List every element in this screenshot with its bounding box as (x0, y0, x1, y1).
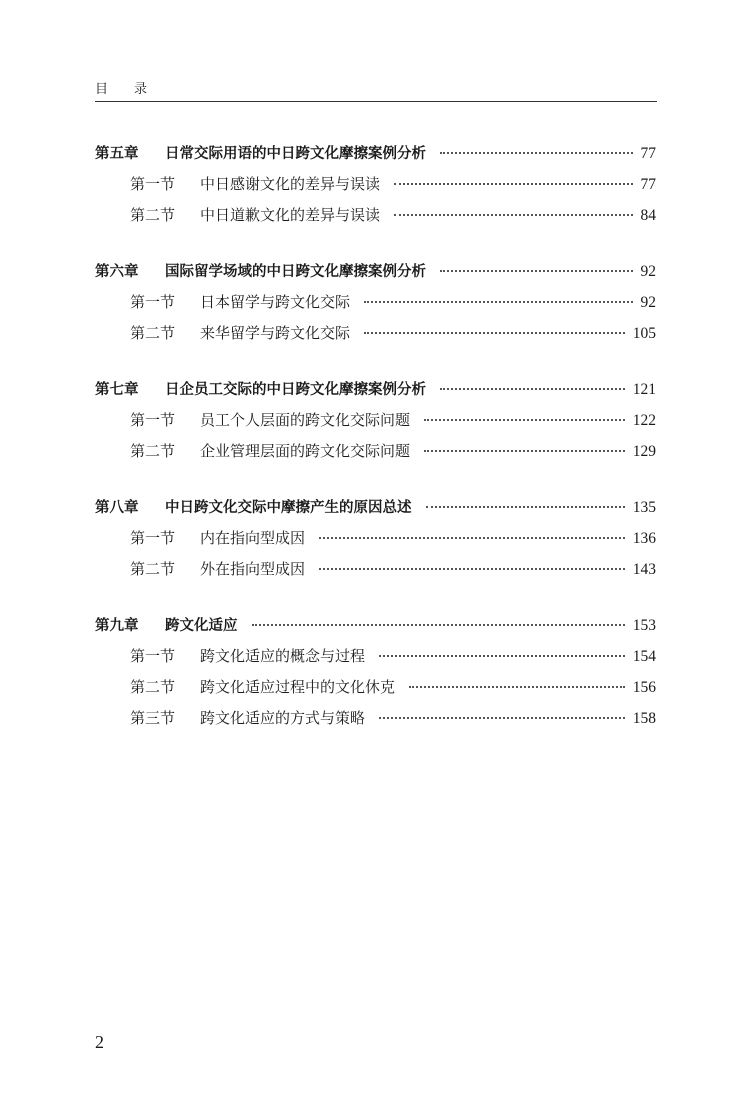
toc-chapter-entry[interactable] (95, 492, 656, 523)
toc-section-entry[interactable] (95, 318, 656, 349)
dot-leader (319, 537, 625, 539)
toc-chapter (95, 492, 656, 585)
section-page: 129 (632, 443, 656, 460)
toc-chapter-entry[interactable] (95, 374, 656, 405)
chapter-title: 国际留学场域的中日跨文化摩擦案例分析 (165, 264, 426, 280)
section-title: 中日感谢文化的差异与误读 (200, 175, 381, 193)
toc-section-entry[interactable] (95, 554, 656, 585)
section-title: 员工个人层面的跨文化交际问题 (200, 411, 411, 429)
section-page: 122 (632, 412, 656, 429)
chapter-label: 第八章 (95, 500, 139, 516)
section-page: 154 (632, 648, 656, 665)
chapter-title: 日常交际用语的中日跨文化摩擦案例分析 (165, 146, 426, 162)
section-label: 第一节 (130, 175, 176, 193)
toc-chapter (95, 256, 656, 349)
table-of-contents (95, 138, 656, 759)
toc-chapter-entry[interactable] (95, 256, 656, 287)
section-label: 第二节 (130, 678, 176, 696)
section-page: 77 (640, 176, 656, 193)
toc-chapter (95, 610, 656, 734)
toc-section-entry[interactable] (95, 169, 656, 200)
section-title: 内在指向型成因 (200, 529, 306, 547)
chapter-page: 135 (632, 499, 656, 516)
section-label: 第三节 (130, 709, 176, 727)
running-header (95, 78, 655, 100)
section-page: 105 (632, 325, 656, 342)
section-label: 第二节 (130, 442, 176, 460)
dot-leader (409, 686, 625, 688)
dot-leader (252, 624, 625, 626)
toc-chapter (95, 374, 656, 467)
chapter-title: 跨文化适应 (165, 618, 238, 634)
toc-chapter-entry[interactable] (95, 138, 656, 169)
dot-leader (424, 450, 625, 452)
section-label: 第二节 (130, 560, 176, 578)
dot-leader (426, 506, 625, 508)
section-page: 143 (632, 561, 656, 578)
section-page: 156 (632, 679, 656, 696)
toc-section-entry[interactable] (95, 703, 656, 734)
section-page: 158 (632, 710, 656, 727)
dot-leader (319, 568, 625, 570)
chapter-page: 121 (632, 381, 656, 398)
section-page: 84 (640, 207, 656, 224)
section-title: 外在指向型成因 (200, 560, 306, 578)
chapter-page: 92 (640, 263, 656, 280)
section-label: 第一节 (130, 411, 176, 429)
dot-leader (424, 419, 625, 421)
section-title: 日本留学与跨文化交际 (200, 293, 351, 311)
toc-section-entry[interactable] (95, 200, 656, 231)
dot-leader (364, 301, 632, 303)
dot-leader (394, 183, 632, 185)
dot-leader (379, 655, 625, 657)
chapter-title: 中日跨文化交际中摩擦产生的原因总述 (165, 500, 412, 516)
toc-section-entry[interactable] (95, 405, 656, 436)
chapter-label: 第七章 (95, 382, 139, 398)
section-label: 第一节 (130, 647, 176, 665)
section-page: 92 (640, 294, 656, 311)
section-label: 第二节 (130, 324, 176, 342)
chapter-label: 第五章 (95, 146, 139, 162)
header-rule (95, 101, 657, 102)
section-title: 中日道歉文化的差异与误读 (200, 206, 381, 224)
toc-section-entry[interactable] (95, 672, 656, 703)
chapter-page: 153 (632, 617, 656, 634)
page-number: 2 (95, 1032, 104, 1052)
section-label: 第二节 (130, 206, 176, 224)
section-title: 企业管理层面的跨文化交际问题 (200, 442, 411, 460)
toc-section-entry[interactable] (95, 287, 656, 318)
section-label: 第一节 (130, 529, 176, 547)
section-title: 来华留学与跨文化交际 (200, 324, 351, 342)
section-label: 第一节 (130, 293, 176, 311)
dot-leader (379, 717, 625, 719)
toc-section-entry[interactable] (95, 641, 656, 672)
toc-section-entry[interactable] (95, 523, 656, 554)
chapter-page: 77 (640, 145, 656, 162)
header-title: 目 录 (95, 82, 148, 97)
toc-chapter-entry[interactable] (95, 610, 656, 641)
section-title: 跨文化适应的概念与过程 (200, 647, 366, 665)
dot-leader (440, 388, 625, 390)
dot-leader (394, 214, 632, 216)
toc-section-entry[interactable] (95, 436, 656, 467)
toc-chapter (95, 138, 656, 231)
dot-leader (364, 332, 625, 334)
section-page: 136 (632, 530, 656, 547)
chapter-label: 第九章 (95, 618, 139, 634)
chapter-label: 第六章 (95, 264, 139, 280)
chapter-title: 日企员工交际的中日跨文化摩擦案例分析 (165, 382, 426, 398)
dot-leader (440, 270, 633, 272)
section-title: 跨文化适应过程中的文化休克 (200, 678, 396, 696)
section-title: 跨文化适应的方式与策略 (200, 709, 366, 727)
dot-leader (440, 152, 633, 154)
